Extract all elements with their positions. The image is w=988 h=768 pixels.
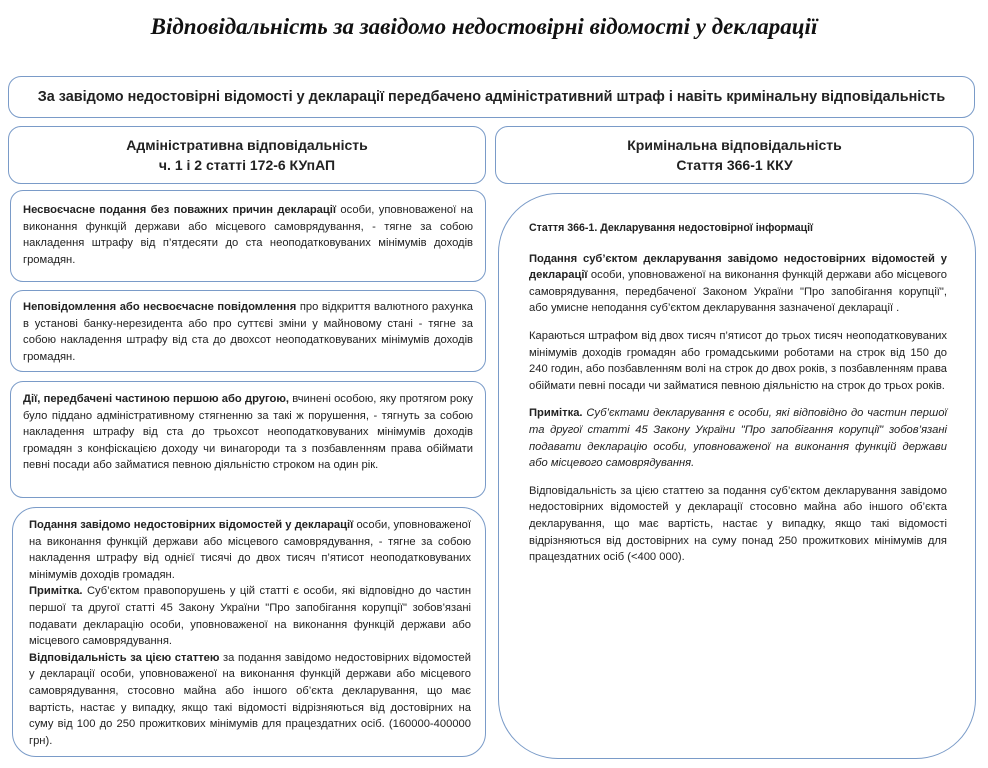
card-paragraph bbox=[29, 517, 471, 583]
admin-card-repeat-offense bbox=[10, 381, 486, 498]
criminal-article-card bbox=[498, 193, 976, 759]
article-penalty: Караються штрафом від двох тисяч п’ятисот до трьох тисяч неоподатковуваних мінімумів доходів громадян або громадськими роботами на строк від 150 до 240 годин, або позбавленням волі на строк до двох років, з позбавленням права обіймати певні посади чи займатися певною діяльністю на строк до трьох років. bbox=[529, 329, 947, 392]
article-responsibility: Відповідальність за цією статтею за подання суб’єктом декларування завідомо недостовірних відомостей у декларації стосовно майна або іншого об’єкта декларування, що має вартість, настає у випадку, якщо такі відомості відрізняються від достовірних на суму понад 250 прожиткових мінімумів для працездатних осіб (<400 000). bbox=[529, 484, 947, 564]
criminal-subheading: Стаття 366-1 ККУ bbox=[676, 157, 793, 173]
admin-subheading: ч. 1 і 2 статті 172-6 КУпАП bbox=[158, 157, 336, 173]
responsibility-lead: Відповідальність за цією статтею bbox=[29, 651, 220, 664]
card-note bbox=[29, 583, 471, 649]
note-text: Суб’єктами декларування є особи, які відповідно до частин першої та другої статті 45 Закону України "Про запобігання корупції" зобов’язані подавати декларацію особи, уповноваженої на виконання функцій держави або місцевого самоврядування. bbox=[529, 407, 947, 470]
admin-heading-box bbox=[8, 126, 486, 184]
article-note bbox=[529, 405, 947, 471]
card-text: про відкриття валютного рахунка в установі банку-нерезидента або про суттєві зміни у майновому стані - тягне за собою накладення штрафу від ста до двохсот неоподатковуваних мінімумів доходів громадян. bbox=[23, 301, 473, 363]
card-text: вчинені особою, яку протягом року було піддано адміністративному стягненню за такі ж порушення, - тягнуть за собою накладення штрафу від ста до трьохсот неоподатковуваних мінімумів доходів громадян з конфіскацією доходу чи винагороди та з позбавленням права обіймати певні посади або займатися певною діяльністю строком на один рік. bbox=[23, 393, 473, 472]
article-lead: Подання суб’єктом декларування завідомо недостовірних відомостей у декларації bbox=[529, 252, 947, 282]
admin-card-non-notification bbox=[10, 290, 486, 372]
summary-banner bbox=[8, 76, 975, 118]
card-text: особи, уповноваженої на виконання функцій держави або місцевого самоврядування, - тягне за собою накладення штрафу від п’ятдесяти до ста неоподатковуваних мінімумів доходів громадян. bbox=[23, 204, 473, 266]
admin-heading: Адміністративна відповідальність bbox=[126, 137, 368, 153]
note-text: Суб’єктом правопорушень у цій статті є особи, які відповідно до частин першої та другої статті 45 Закону України "Про запобігання корупції" зобов’язані подавати декларацію особи, уповноваженої на виконання функцій держави або місцевого самоврядування. bbox=[29, 585, 471, 648]
card-responsibility bbox=[29, 650, 471, 750]
article-title: Стаття 366-1. Декларування недостовірної інформації bbox=[529, 222, 814, 234]
article-paragraph bbox=[529, 251, 947, 317]
card-lead: Неповідомлення або несвоєчасне повідомлення bbox=[23, 301, 297, 313]
note-lead: Примітка. bbox=[529, 407, 583, 420]
admin-card-false-information bbox=[12, 507, 486, 757]
note-lead: Примітка. bbox=[29, 585, 83, 598]
card-text: особи, уповноваженої на виконання функцій держави або місцевого самоврядування, - тягне за собою накладення штрафу від однієї тисячі до двох тисяч п’ятисот неоподатковуваних мінімумів доходів громадян. bbox=[29, 519, 471, 581]
card-paragraph bbox=[23, 391, 473, 474]
article-text: особи, уповноваженої на виконання функцій держави або місцевого самоврядування, передбаченої Законом України "Про запобігання корупції", або умисне неподання суб’єктом декларування зазначеної декларації . bbox=[529, 269, 947, 315]
criminal-heading: Кримінальна відповідальність bbox=[627, 137, 842, 153]
card-lead: Дії, передбачені частиною першою або другою, bbox=[23, 393, 290, 405]
card-paragraph bbox=[23, 202, 473, 268]
responsibility-text: за подання завідомо недостовірних відомостей у декларації особи, уповноваженої на виконання функцій держави або місцевого самоврядування, стосовно майна або іншого об’єкта декларування, що має вартість, настає у випадку, якщо такі відомості відрізняються від достовірних на суму від 100 до 250 прожиткових мінімумів для працездатних осіб. (160000-400000 грн). bbox=[29, 651, 471, 747]
page-title: Відповідальність за завідомо недостовірні відомості у декларації bbox=[150, 14, 818, 39]
card-paragraph bbox=[23, 299, 473, 365]
card-lead: Подання завідомо недостовірних відомостей у декларації bbox=[29, 519, 354, 531]
admin-card-late-filing bbox=[10, 190, 486, 282]
card-lead: Несвоєчасне подання без поважних причин декларації bbox=[23, 204, 337, 216]
summary-banner-text: За завідомо недостовірні відомості у декларації передбачено адміністративний штраф і навіть кримінальну відповідальність bbox=[37, 89, 946, 105]
criminal-heading-box bbox=[495, 126, 974, 184]
